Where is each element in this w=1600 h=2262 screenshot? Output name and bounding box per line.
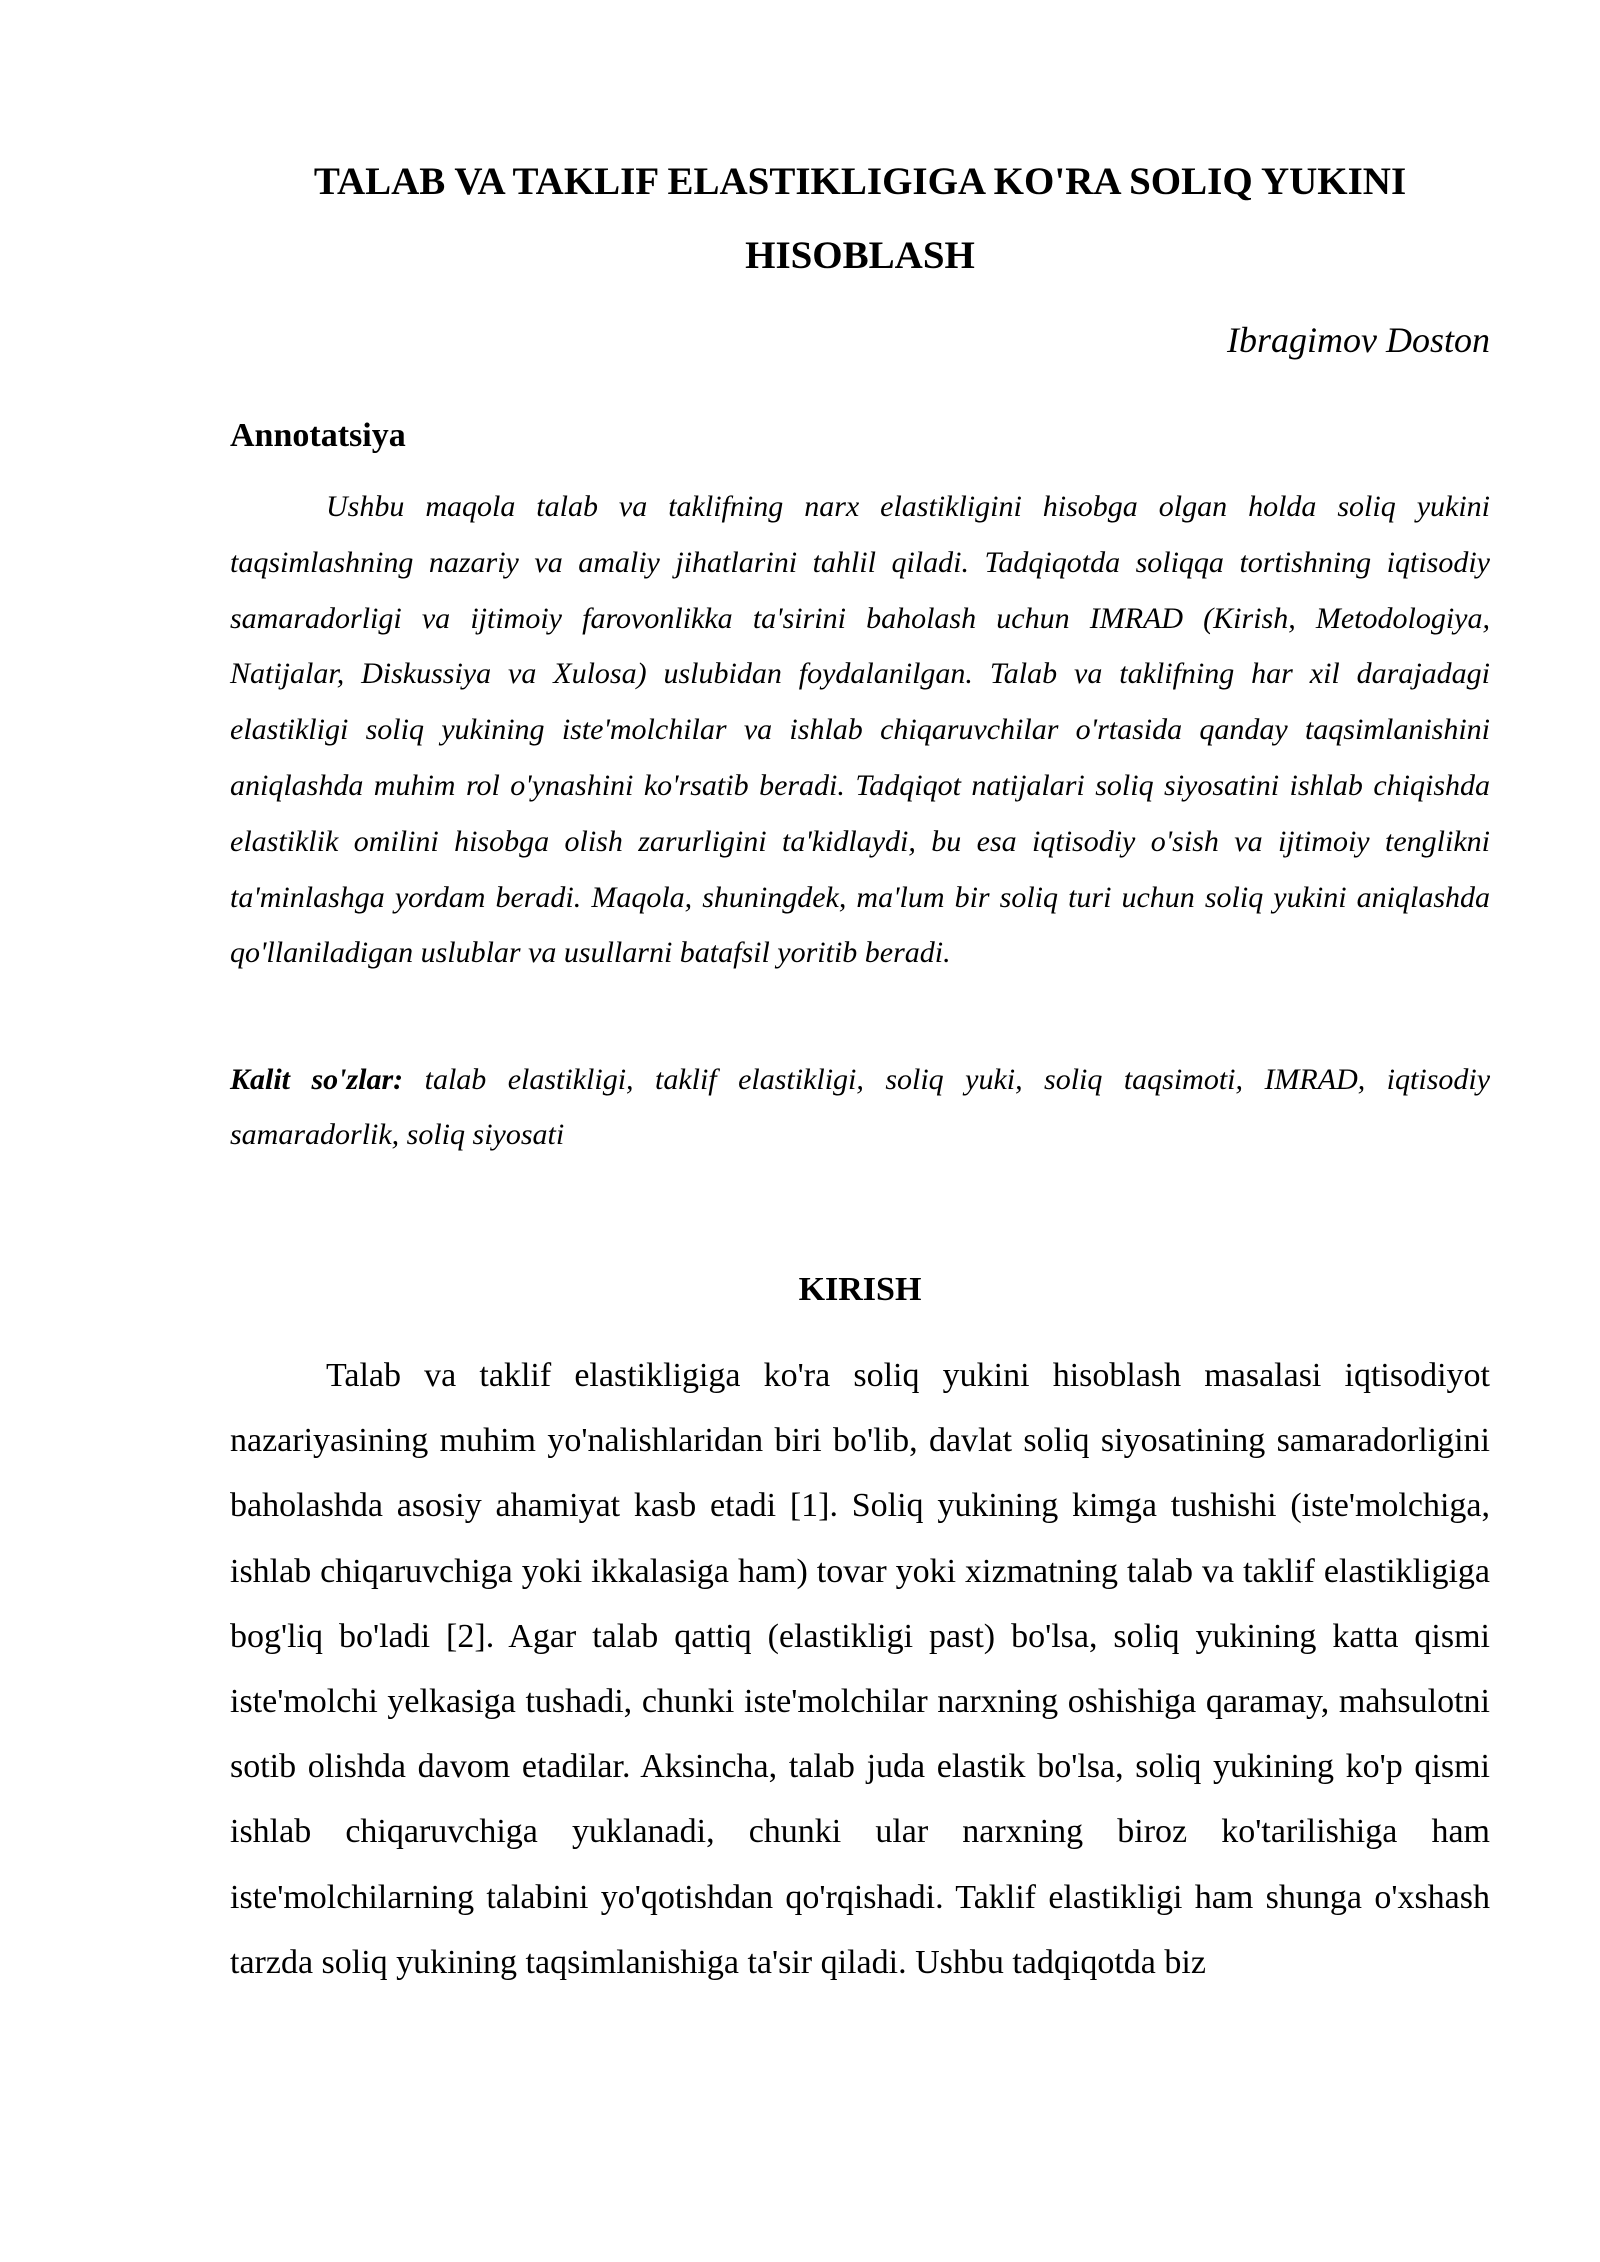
introduction-paragraph: Talab va taklif elastikligiga ko'ra soliq yukini hisoblash masalasi iqtisodiyot nazariyasining muhim yo'nalishlaridan biri bo'lib, davlat soliq siyosatining samaradorligini baholashda asosiy ahamiyat kasb etadi [1]. Soliq yukining kimga tushishi (iste'molchiga, ishlab chiqaruvchiga yoki ikkalasiga ham) tovar yoki xizmatning talab va taklif elastikligiga bog'liq bo'ladi [2]. Agar talab qattiq (elastikligi past) bo'lsa, soliq yukining katta qismi iste'molchi yelkasiga tushadi, chunki iste'molchilar narxning oshishiga qaramay, mahsulotni sotib olishda davom etadilar. Aksincha, talab juda elastik bo'lsa, soliq yukining ko'p qismi ishlab chiqaruvchiga yuklanadi, chunki ular narxning biroz ko'tarilishiga ham iste'molchilarning talabini yo'qotishdan qo'rqishadi. Taklif elastikligi ham shunga o'xshash tarzda soliq yukining taqsimlanishiga ta'sir qiladi. Ushbu tadqiqotda biz: [230, 1357, 1490, 1981]
keywords-block: [230, 1052, 1490, 1162]
keywords-label: Kalit so'zlar:: [230, 1063, 404, 1096]
keywords-list: talab elastikligi, taklif elastikligi, soliq yuki, soliq taqsimoti, IMRAD, iqtisodiy samaradorlik, soliq siyosati: [230, 1063, 1491, 1151]
abstract-heading: Annotatsiya: [230, 417, 406, 454]
paper-title: TALAB VA TAKLIF ELASTIKLIGIGA KO'RA SOLIQ YUKINI HISOBLASH: [313, 160, 1407, 277]
abstract-text: Ushbu maqola talab va taklifning narx elastikligini hisobga olgan holda soliq yukini taqsimlashning nazariy va amaliy jihatlarini tahlil qiladi. Tadqiqotda soliqqa tortishning iqtisodiy samaradorligi va ijtimoiy farovonlikka ta'sirini baholash uchun IMRAD (Kirish, Metodologiya, Natijalar, Diskussiya va Xulosa) uslubidan foydalanilgan. Talab va taklifning har xil darajadagi elastikligi soliq yukining iste'molchilar va ishlab chiqaruvchilar o'rtasida qanday taqsimlanishini aniqlashda muhim rol o'ynashini ko'rsatib beradi. Tadqiqot natijalari soliq siyosatini ishlab chiqishda elastiklik omilini hisobga olish zarurligini ta'kidlaydi, bu esa iqtisodiy o'sish va ijtimoiy tenglikni ta'minlashga yordam beradi. Maqola, shuningdek, ma'lum bir soliq turi uchun soliq yukini aniqlashda qo'llaniladigan uslublar va usullarni batafsil yoritib beradi.: [230, 490, 1490, 970]
section-heading-introduction: KIRISH: [798, 1271, 922, 1308]
author-name: Ibragimov Doston: [1227, 320, 1490, 360]
